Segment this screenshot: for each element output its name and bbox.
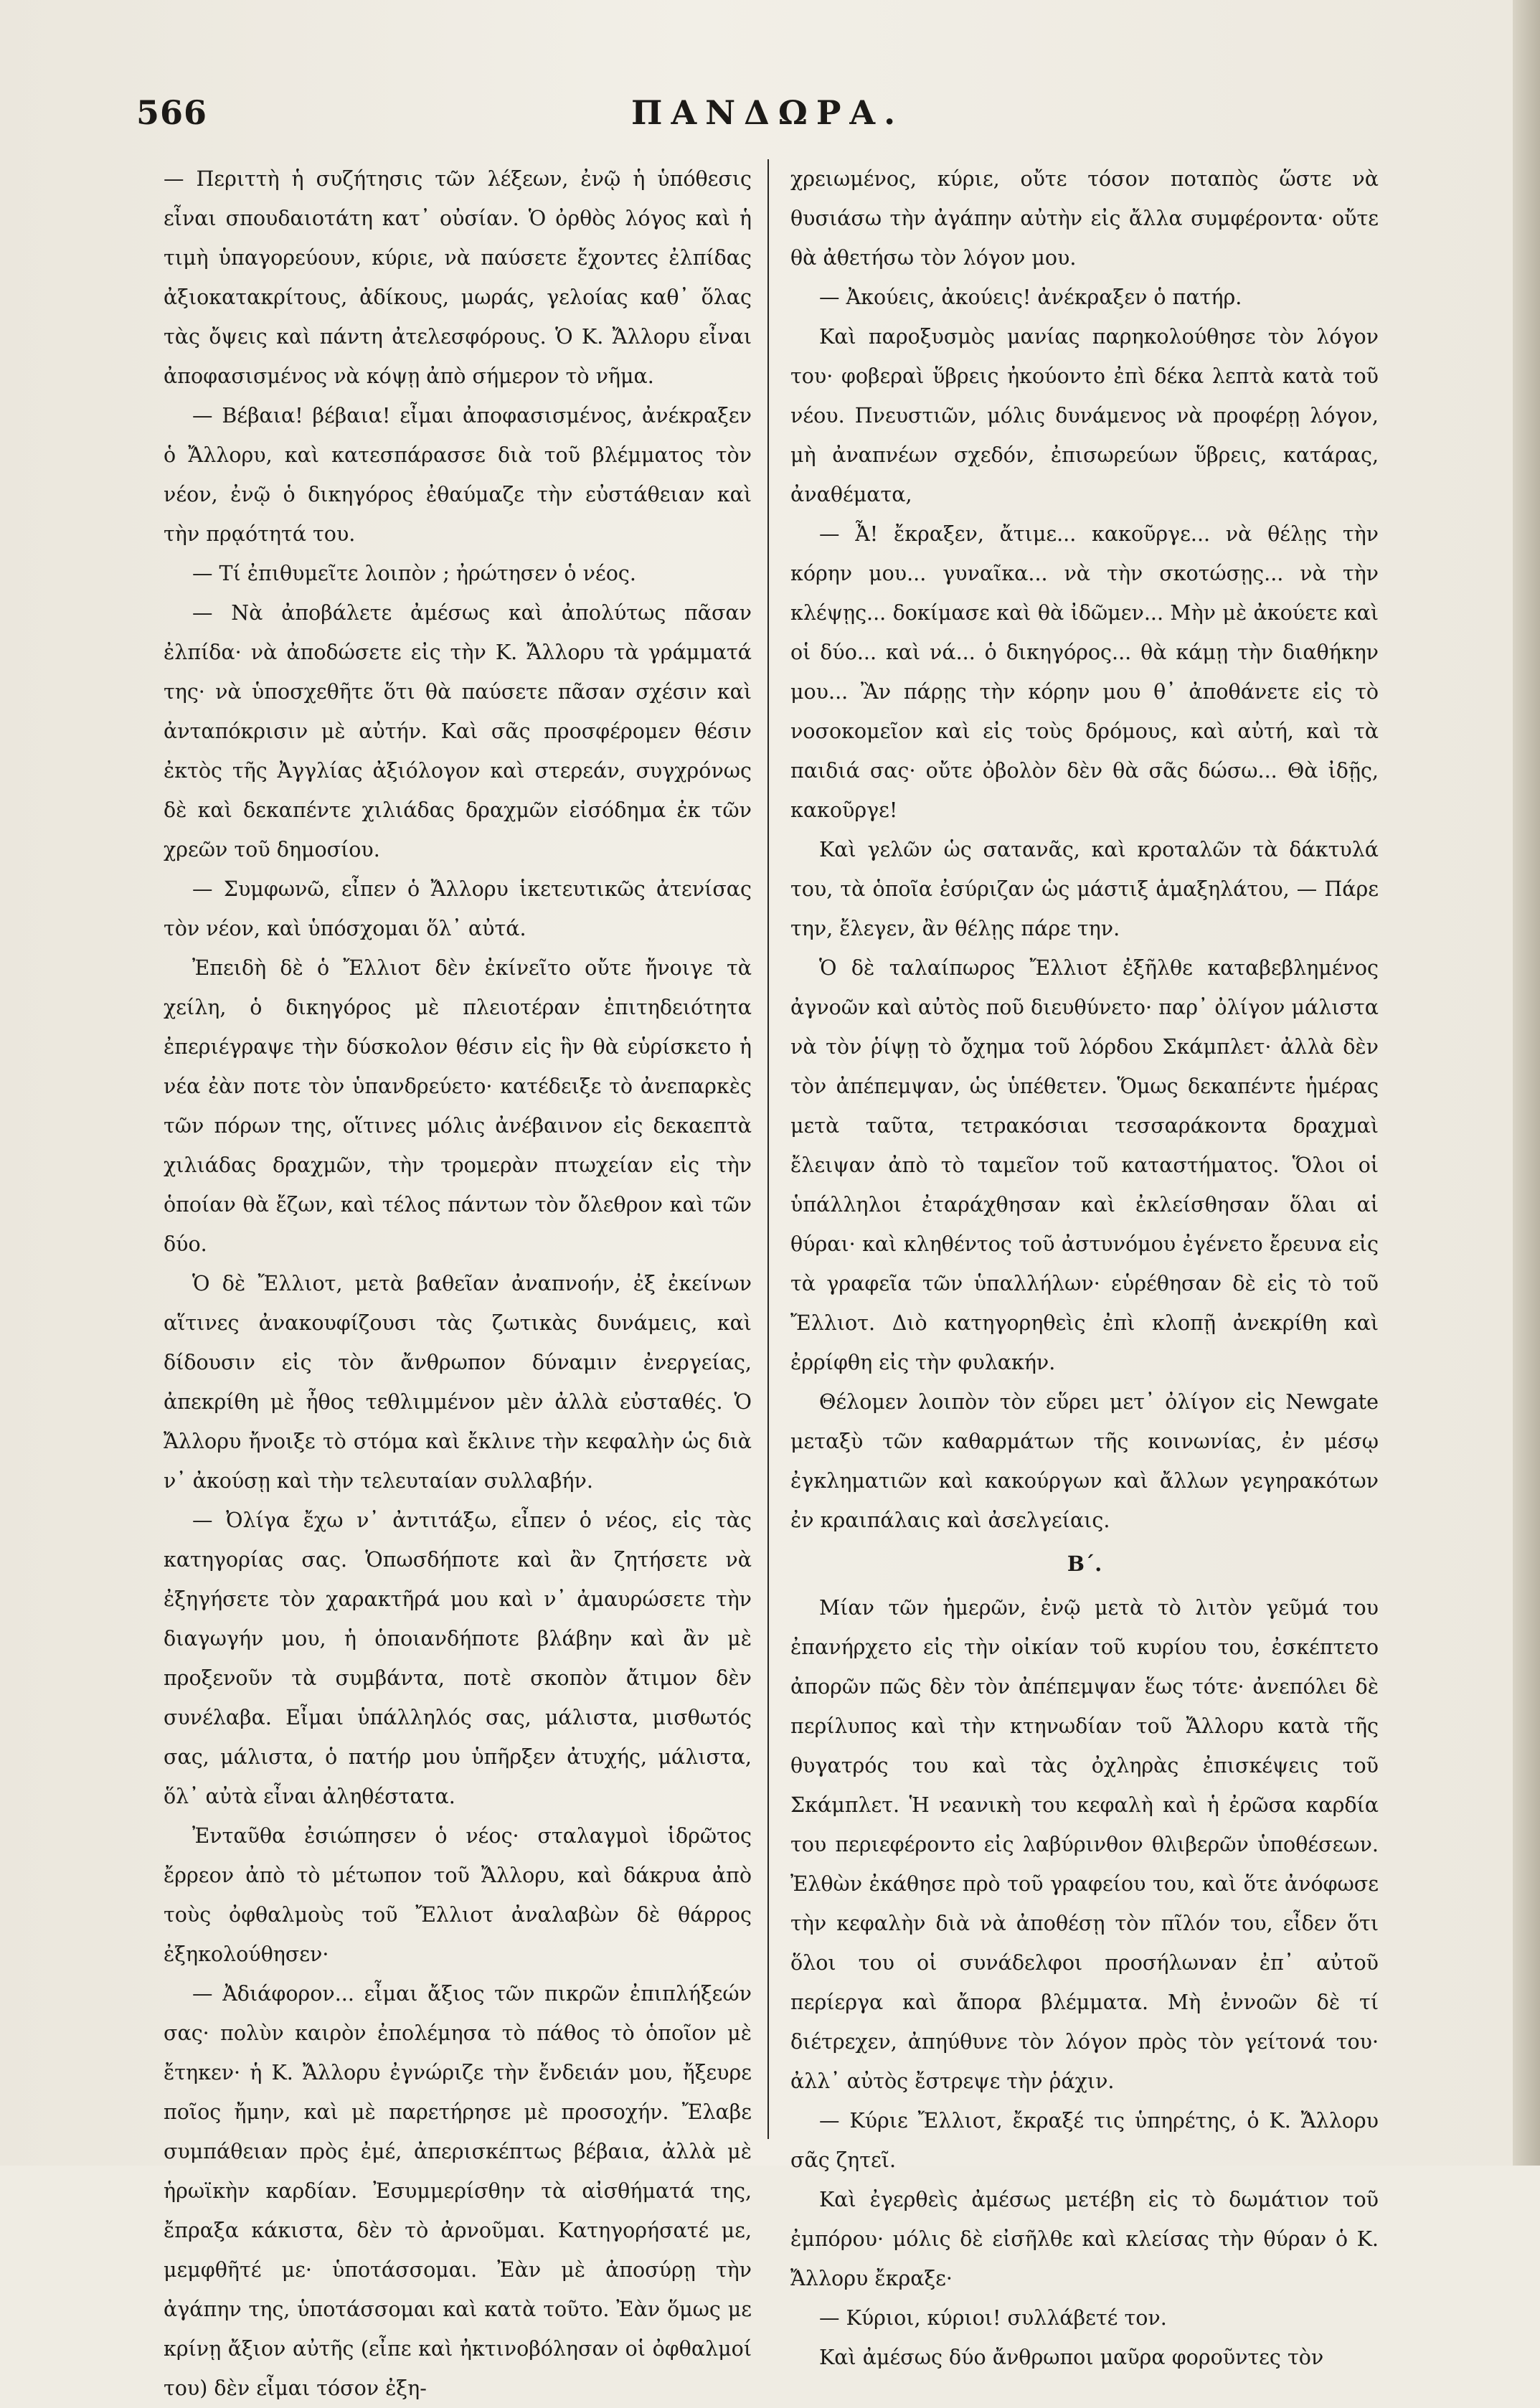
paragraph: — Ὀλίγα ἔχω ν᾽ ἀντιτάξω, εἶπεν ὁ νέος, εἰς τὰς κατηγορίας σας. Ὁπωσδήποτε καὶ ἂν ζητήσετε νὰ ἐξηγήσετε τὸν χαρακτῆρά μου καὶ ν᾽ ἀμαυρώσετε τὴν διαγωγήν μου, ἡ ὁποιανδήποτε βλάβην καὶ ἂν μὲ προξενοῦν τὰ συμβάντα, ποτὲ σκοπὸν ἄτιμον δὲν συνέλαβα. Εἶμαι ὑπάλληλός σας, μάλιστα, μισθωτός σας, μάλιστα, ὁ πατήρ μου ὑπῆρξεν ἀτυχής, μάλιστα, ὅλ᾽ αὐτὰ εἶναι ἀληθέστατα.	[164, 1508, 752, 1808]
section-heading: Β΄.	[1067, 1552, 1102, 1576]
page-number: 566	[136, 93, 208, 132]
paragraph: — Συμφωνῶ, εἶπεν ὁ Ἄλλορυ ἱκετευτικῶς ἀτενίσας τὸν νέον, καὶ ὑπόσχομαι ὅλ᾽ αὐτά.	[164, 877, 752, 940]
paragraph: — Κύριοι, κύριοι! συλλάβετέ τον.	[819, 2306, 1167, 2330]
paragraph: — Ἆ! ἔκραξεν, ἄτιμε... κακοῦργε... νὰ θέλῃς τὴν κόρην μου... γυναῖκα... νὰ τὴν σκοτώσῃς... νὰ τὴν κλέψῃς... δοκίμασε καὶ θὰ ἰδῶμεν... Μὴν μὲ ἀκούετε καὶ οἱ δύο... καὶ νά... ὁ δικηγόρος... θὰ κάμῃ τὴν διαθήκην μου... Ἂν πάρῃς τὴν κόρην μου θ᾽ ἀποθάνετε εἰς τὸ νοσοκομεῖον καὶ εἰς τοὺς δρόμους, καὶ αὐτή, καὶ τὰ παιδιά σας· οὔτε ὀβολὸν δὲν θὰ σᾶς δώσω... Θὰ ἰδῇς, κακοῦργε!	[790, 522, 1379, 822]
paragraph: — Ἀδιάφορον... εἶμαι ἄξιος τῶν πικρῶν ἐπιπλήξεών σας· πολὺν καιρὸν ἐπολέμησα τὸ πάθος τὸ ὁποῖον μὲ ἔτηκεν· ἡ Κ. Ἄλλορυ ἐγνώριζε τὴν ἔνδειάν μου, ἤξευρε ποῖος ἤμην, καὶ μὲ παρετήρησε μὲ προσοχήν. Ἔλαβε συμπάθειαν πρὸς ἐμέ, ἀπερισκέπτως βέβαια, ἀλλὰ μὲ ἡρωϊκὴν καρδίαν. Ἐσυμμερίσθην τὰ αἰσθήματά της, ἔπραξα κάκιστα, δὲν τὸ ἀρνοῦμαι. Κατηγορήσατέ με, μεμφθῆτέ με· ὑποτάσσομαι. Ἐὰν μὲ ἀποσύρῃ τὴν ἀγάπην της, ὑποτάσσομαι καὶ κατὰ τοῦτο. Ἐὰν ὅμως με κρίνῃ ἄξιον αὐτῆς (εἶπε καὶ ἠκτινοβόλησαν οἱ ὀφθαλμοί του) δὲν εἶμαι τόσον ἐξη-	[164, 1982, 752, 2400]
page-header	[136, 93, 1169, 143]
paragraph: — Ἀκούεις, ἀκούεις! ἀνέκραξεν ὁ πατήρ.	[819, 285, 1242, 309]
paragraph: — Περιττὴ ἡ συζήτησις τῶν λέξεων, ἐνῷ ἡ ὑπόθεσις εἶναι σπουδαιοτάτη κατ᾽ οὐσίαν. Ὁ ὀρθὸς λόγος καὶ ἡ τιμὴ ὑπαγορεύουν, κύριε, νὰ παύσετε ἔχοντες ἐλπίδας ἀξιοκατακρίτους, ἀδίκους, μωράς, γελοίας καθ᾽ ὅλας τὰς ὄψεις καὶ πάντη ἀτελεσφόρους. Ὁ Κ. Ἄλλορυ εἶναι ἀποφασισμένος νὰ κόψῃ ἀπὸ σήμερον τὸ νῆμα.	[164, 167, 752, 388]
paragraph: Ὁ δὲ ταλαίπωρος Ἔλλιοτ ἐξῆλθε καταβεβλημένος ἀγνοῶν καὶ αὐτὸς ποῦ διευθύνετο· παρ᾽ ὀλίγον μάλιστα νὰ τὸν ῥίψῃ τὸ ὄχημα τοῦ λόρδου Σκάμπλετ· ἀλλὰ δὲν τὸν ἀπέπεμψαν, ὡς ὑπέθετεν. Ὅμως δεκαπέντε ἡμέρας μετὰ ταῦτα, τετρακόσιαι τεσσαράκοντα δραχμαὶ ἔλειψαν ἀπὸ τὸ ταμεῖον τοῦ καταστήματος. Ὅλοι οἱ ὑπάλληλοι ἐταράχθησαν καὶ ἐκλείσθησαν ὅλαι αἱ θύραι· καὶ κληθέντος τοῦ ἀστυνόμου ἐγένετο ἔρευνα εἰς τὰ γραφεῖα τῶν ὑπαλλήλων· εὑρέθησαν δὲ εἰς τὸ τοῦ Ἔλλιοτ. Διὸ κατηγορηθεὶς ἐπὶ κλοπῇ ἀνεκρίθη καὶ ἐρρίφθη εἰς τὴν φυλακήν.	[790, 956, 1379, 1374]
paragraph: Θέλομεν λοιπὸν τὸν εὕρει μετ᾽ ὀλίγον εἰς Newgate μεταξὺ τῶν καθαρμάτων τῆς κοινωνίας, ἐν μέσῳ ἐγκληματιῶν καὶ κακούργων καὶ ἄλλων γεγηρακότων ἐν κραιπάλαις καὶ ἀσελγείαις.	[790, 1390, 1379, 1532]
paragraph: Ἐνταῦθα ἐσιώπησεν ὁ νέος· σταλαγμοὶ ἱδρῶτος ἔρρεον ἀπὸ τὸ μέτωπον τοῦ Ἄλλορυ, καὶ δάκρυα ἀπὸ τοὺς ὀφθαλμοὺς τοῦ Ἔλλιοτ ἀναλαβὼν δὲ θάρρος ἐξηκολούθησεν·	[164, 1824, 752, 1966]
right-column	[790, 159, 1379, 2377]
paragraph: Καὶ ἀμέσως δύο ἄνθρωποι μαῦρα φοροῦντες τὸν	[819, 2346, 1324, 2369]
paragraph: — Βέβαια! βέβαια! εἶμαι ἀποφασισμένος, ἀνέκραξεν ὁ Ἄλλορυ, καὶ κατεσπάρασσε διὰ τοῦ βλέμματος τὸν νέον, ἐνῷ ὁ δικηγόρος ἐθαύμαζε τὴν εὐστάθειαν καὶ τὴν πρᾳότητά του.	[164, 404, 752, 546]
paragraph: — Κύριε Ἔλλιοτ, ἔκραξέ τις ὑπηρέτης, ὁ Κ. Ἄλλορυ σᾶς ζητεῖ.	[790, 2109, 1379, 2172]
running-title: ΠΑΝΔΩΡΑ.	[631, 93, 904, 132]
column-divider	[767, 159, 769, 2139]
paragraph: Καὶ γελῶν ὡς σατανᾶς, καὶ κροταλῶν τὰ δάκτυλά του, τὰ ὁποῖα ἐσύριζαν ὡς μάστιξ ἁμαξηλάτου, — Πάρε την, ἔλεγεν, ἂν θέλῃς πάρε την.	[790, 838, 1379, 940]
paragraph: — Νὰ ἀποβάλετε ἀμέσως καὶ ἀπολύτως πᾶσαν ἐλπίδα· νὰ ἀποδώσετε εἰς τὴν Κ. Ἄλλορυ τὰ γράμματά της· νὰ ὑποσχεθῆτε ὅτι θὰ παύσετε πᾶσαν σχέσιν καὶ ἀνταπόκρισιν μὲ αὐτήν. Καὶ σᾶς προσφέρομεν θέσιν ἐκτὸς τῆς Ἀγγλίας ἀξιόλογον καὶ στερεάν, συγχρόνως δὲ καὶ δεκαπέντε χιλιάδας δραχμῶν εἰσόδημα ἐκ τῶν χρεῶν τοῦ δημοσίου.	[164, 601, 752, 861]
paragraph: Ἐπειδὴ δὲ ὁ Ἔλλιοτ δὲν ἐκίνεῖτο οὔτε ἤνοιγε τὰ χείλη, ὁ δικηγόρος μὲ πλειοτέραν ἐπιτηδειότητα ἐπεριέγραψε τὴν δύσκολον θέσιν εἰς ἣν θὰ εὑρίσκετο ἡ νέα ἐὰν ποτε τὸν ὑπανδρεύετο· κατέδειξε τὸ ἀνεπαρκὲς τῶν πόρων της, οἵτινες μόλις ἀνέβαινον εἰς δεκαεπτὰ χιλιάδας δραχμῶν, τὴν τρομερὰν πτωχείαν εἰς τὴν ὁποίαν θὰ ἔζων, καὶ τέλος πάντων τὸν ὄλεθρον καὶ τῶν δύο.	[164, 956, 752, 1256]
paragraph: Καὶ ἐγερθεὶς ἀμέσως μετέβη εἰς τὸ δωμάτιον τοῦ ἐμπόρου· μόλις δὲ εἰσῆλθε καὶ κλείσας τὴν θύραν ὁ Κ. Ἄλλορυ ἔκραξε·	[790, 2188, 1379, 2290]
paragraph: Μίαν τῶν ἡμερῶν, ἐνῷ μετὰ τὸ λιτὸν γεῦμά του ἐπανήρχετο εἰς τὴν οἰκίαν τοῦ κυρίου του, ἐσκέπτετο ἀπορῶν πῶς δὲν τὸν ἀπέπεμψαν ἕως τότε· ἀνεπόλει δὲ περίλυπος καὶ τὴν κτηνωδίαν τοῦ Ἄλλορυ κατὰ τῆς θυγατρός του καὶ τὰς ὀχληρὰς ἐπισκέψεις τοῦ Σκάμπλετ. Ἡ νεανικὴ του κεφαλὴ καὶ ἡ ἐρῶσα καρδία του περιεφέροντο εἰς λαβύρινθον θλιβερῶν ὑποθέσεων. Ἐλθὼν ἐκάθησε πρὸ τοῦ γραφείου του, καὶ ὅτε ἀνόφωσε τὴν κεφαλὴν διὰ νὰ ἀποθέσῃ τὸν πῖλόν του, εἶδεν ὅτι ὅλοι του οἱ συνάδελφοι προσήλωναν ἐπ᾽ αὐτοῦ περίεργα καὶ ἄπορα βλέμματα. Μὴ ἐννοῶν δὲ τί διέτρεχεν, ἀπηύθυνε τὸν λόγον πρὸς τὸν γείτονά του· ἀλλ᾽ αὐτὸς ἔστρεψε τὴν ῥάχιν.	[790, 1596, 1379, 2093]
paragraph: — Τί ἐπιθυμεῖτε λοιπὸν ; ἠρώτησεν ὁ νέος.	[192, 562, 636, 585]
paragraph: Καὶ παροξυσμὸς μανίας παρηκολούθησε τὸν λόγον του· φοβεραὶ ὕβρεις ἠκούοντο ἐπὶ δέκα λεπτὰ κατὰ τοῦ νέου. Πνευστιῶν, μόλις δυνάμενος νὰ προφέρῃ λόγον, μὴ ἀναπνέων σχεδόν, ἐπισωρεύων ὕβρεις, κατάρας, ἀναθέματα,	[790, 325, 1379, 506]
paragraph: Ὁ δὲ Ἔλλιοτ, μετὰ βαθεῖαν ἀναπνοήν, ἐξ ἐκείνων αἵτινες ἀνακουφίζουσι τὰς ζωτικὰς δυνάμεις, καὶ δίδουσιν εἰς τὸν ἄνθρωπον δύναμιν ἐνεργείας, ἀπεκρίθη μὲ ἦθος τεθλιμμένον μὲν ἀλλὰ εὐσταθές. Ὁ Ἄλλορυ ἤνοιξε τὸ στόμα καὶ ἔκλινε τὴν κεφαλὴν ὡς διὰ ν᾽ ἀκούσῃ καὶ τὴν τελευταίαν συλλαβήν.	[164, 1272, 752, 1493]
paragraph: χρειωμένος, κύριε, οὔτε τόσον ποταπὸς ὥστε νὰ θυσιάσω τὴν ἀγάπην αὐτὴν εἰς ἄλλα συμφέροντα· οὔτε θὰ ἀθετήσω τὸν λόγον μου.	[790, 167, 1379, 270]
page-binding-edge	[1513, 0, 1540, 2166]
left-column	[164, 159, 752, 2408]
